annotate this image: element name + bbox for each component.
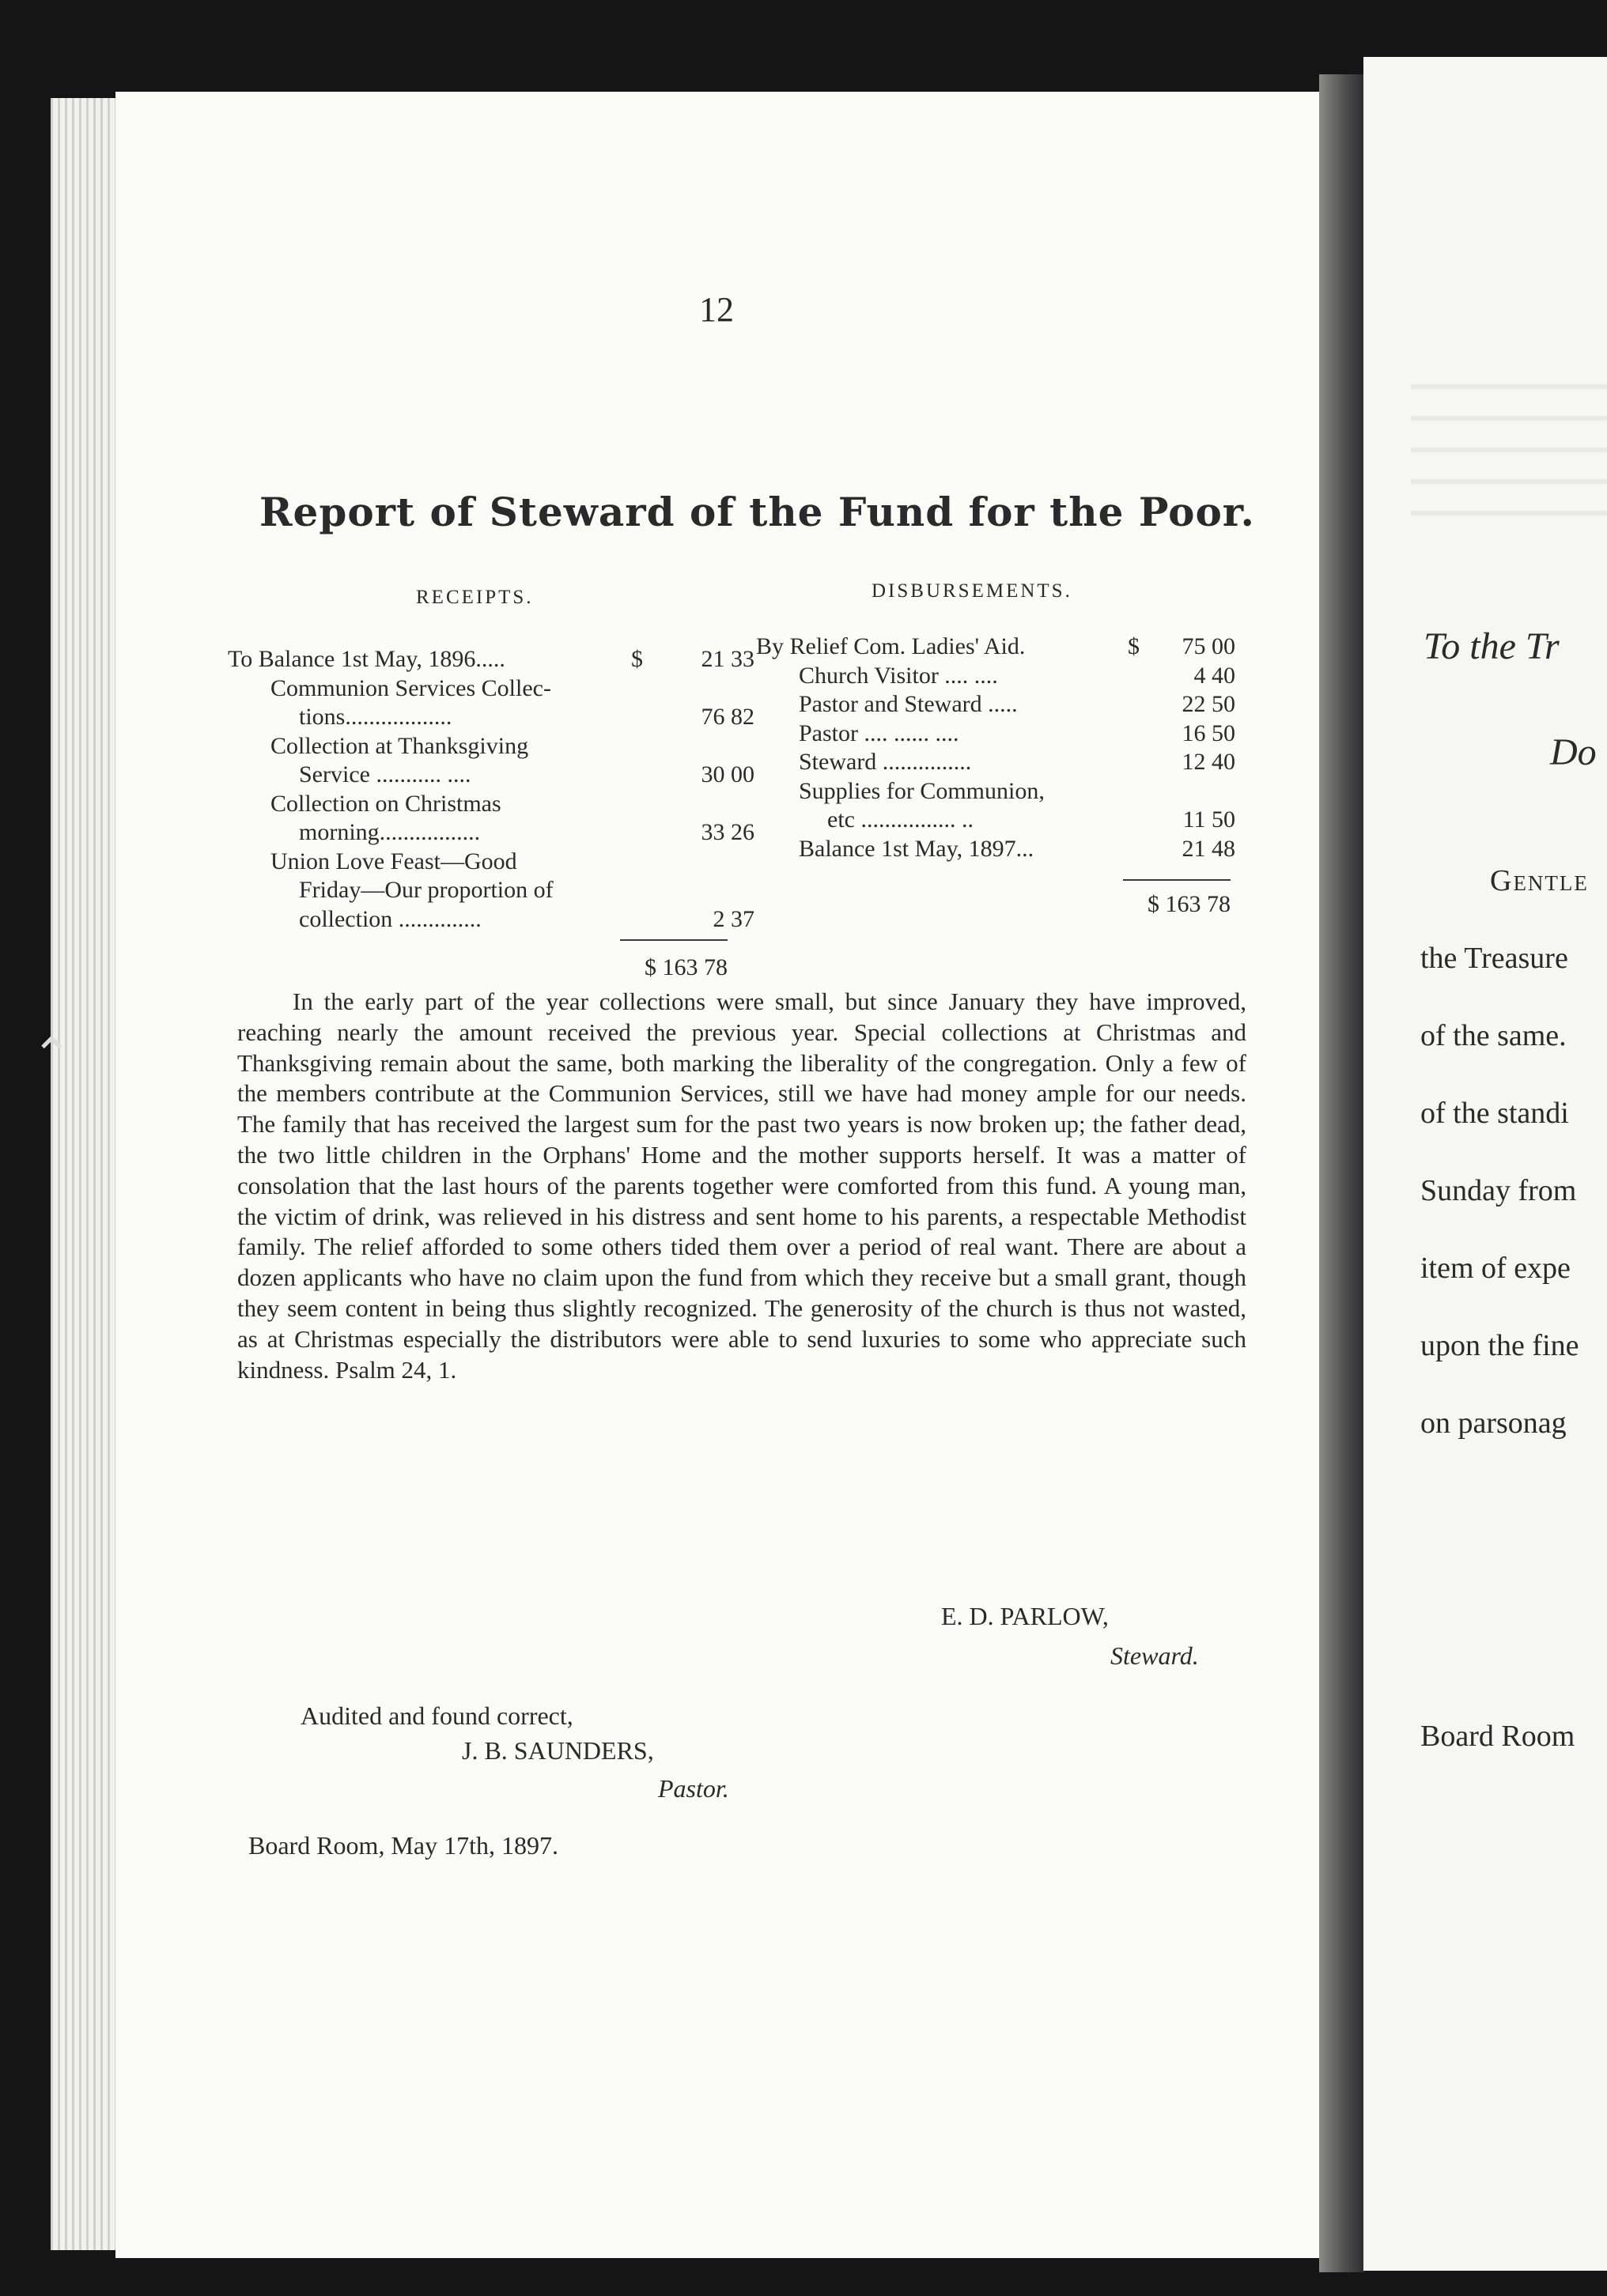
- ledger-amount: 16 50: [1182, 719, 1235, 746]
- ledger-amount: 21 48: [1182, 835, 1235, 862]
- ledger-amount: [660, 876, 754, 905]
- ledger-dollar: $: [631, 646, 643, 672]
- ledger-dollar: [1128, 719, 1156, 749]
- ledger-desc: Communion Services Collec-: [270, 674, 551, 701]
- ledger-amount: 12 40: [1182, 749, 1235, 775]
- disbursements-heading: DISBURSEMENTS.: [872, 580, 1072, 602]
- ledger-row: [756, 719, 1235, 749]
- right-page-line: Sunday from: [1420, 1174, 1577, 1207]
- ledger-row: [756, 806, 1235, 835]
- ledger-desc: Friday—Our proportion of: [299, 877, 554, 903]
- report-title: Report of Steward of the Fund for the Poor.: [259, 489, 1255, 535]
- ledger-desc: Steward ...............: [799, 749, 972, 775]
- ledger-amount: 22 50: [1182, 691, 1235, 717]
- ledger-row: [228, 674, 754, 704]
- ledger-amount: 11 50: [1182, 806, 1235, 833]
- ledger-dollar: [631, 790, 660, 819]
- ledger-desc: To Balance 1st May, 1896.....: [228, 646, 505, 672]
- disbursements-total: $ 163 78: [1148, 891, 1231, 917]
- ledger-amount: [1156, 777, 1235, 806]
- ledger-row: [228, 790, 754, 819]
- right-page-line: of the standi: [1420, 1097, 1569, 1130]
- ledger-amount: 30 00: [701, 761, 754, 787]
- ledger-desc: Pastor and Steward .....: [799, 691, 1018, 717]
- ledger-amount: 76 82: [701, 704, 754, 730]
- ledger-row: [228, 905, 754, 935]
- ledger-desc: Union Love Feast—Good: [270, 848, 517, 874]
- ledger-amount: [660, 732, 754, 761]
- receipts-total-rule: [620, 939, 728, 941]
- ledger-dollar: [631, 703, 660, 732]
- ledger-desc: Service ........... ....: [299, 761, 471, 787]
- ledger-row: [228, 761, 754, 790]
- ledger-dollar: [631, 761, 660, 790]
- ledger-dollar: [1128, 835, 1156, 864]
- ledger-amount: 21 33: [701, 646, 754, 672]
- ledger-row: [756, 748, 1235, 777]
- place-date: Board Room, May 17th, 1897.: [248, 1831, 558, 1860]
- ledger-dollar: [1128, 806, 1156, 835]
- ledger-dollar: [631, 818, 660, 848]
- ledger-desc: Church Visitor .... ....: [799, 662, 998, 689]
- ledger-row: [756, 777, 1235, 806]
- ledger-dollar: [631, 848, 660, 877]
- ledger-dollar: [1128, 690, 1156, 719]
- page-number: 12: [699, 290, 734, 329]
- ledger-desc: tions..................: [299, 704, 452, 730]
- ledger-amount: 33 26: [701, 819, 754, 845]
- steward-name: E. D. PARLOW,: [941, 1602, 1109, 1630]
- pastor-role: Pastor.: [658, 1774, 729, 1803]
- ledger-desc: Collection at Thanksgiving: [270, 732, 529, 759]
- receipts-ledger: [228, 645, 754, 934]
- ledger-amount: 75 00: [1182, 633, 1235, 659]
- ledger-row: [228, 876, 754, 905]
- right-page-line: item of expe: [1420, 1252, 1571, 1285]
- ledger-desc: By Relief Com. Ladies' Aid.: [756, 633, 1026, 659]
- ledger-dollar: [631, 732, 660, 761]
- right-page-line: on parsonag: [1420, 1407, 1567, 1440]
- ledger-row: [228, 732, 754, 761]
- ledger-dollar: [631, 674, 660, 704]
- disbursements-total-rule: [1123, 879, 1231, 881]
- ledger-row: [228, 848, 754, 877]
- bleed-through-shadow: [1411, 357, 1607, 515]
- ledger-dollar: [631, 905, 660, 935]
- right-page-heading-line1: To the Tr: [1424, 625, 1560, 667]
- book-page-edges: [51, 98, 117, 2250]
- ledger-desc: Pastor .... ...... ....: [799, 719, 959, 746]
- ledger-dollar: [631, 876, 660, 905]
- scan-smudge-icon: ⌃: [32, 1029, 72, 1082]
- ledger-desc: etc ................ ..: [827, 806, 974, 833]
- disbursements-ledger: [756, 633, 1235, 863]
- steward-role: Steward.: [1110, 1641, 1199, 1670]
- ledger-row: [228, 645, 754, 674]
- ledger-desc: collection ..............: [299, 905, 482, 932]
- ledger-desc: Collection on Christmas: [270, 790, 501, 817]
- ledger-desc: Supplies for Communion,: [799, 777, 1045, 804]
- ledger-dollar: [1128, 662, 1156, 691]
- right-page-heading-line2: Do: [1550, 731, 1597, 773]
- ledger-amount: 4 40: [1193, 662, 1235, 689]
- ledger-amount: [660, 790, 754, 819]
- ledger-row: [756, 835, 1235, 864]
- pastor-name: J. B. SAUNDERS,: [462, 1736, 654, 1765]
- audit-statement: Audited and found correct,: [301, 1701, 573, 1730]
- ledger-row: [756, 690, 1235, 719]
- receipts-heading: RECEIPTS.: [416, 587, 534, 608]
- ledger-desc: Balance 1st May, 1897...: [799, 835, 1034, 862]
- ledger-row: [228, 818, 754, 848]
- receipts-total: $ 163 78: [645, 954, 728, 980]
- ledger-dollar: [1128, 748, 1156, 777]
- right-page-line: the Treasure: [1420, 942, 1568, 975]
- right-page-footer: Board Room: [1420, 1720, 1575, 1753]
- book-gutter: [1319, 74, 1365, 2272]
- right-page-salutation: Gentle: [1490, 864, 1589, 897]
- right-page-line: of the same.: [1420, 1019, 1567, 1052]
- ledger-row: [756, 662, 1235, 691]
- ledger-amount: [660, 848, 754, 877]
- ledger-amount: [660, 674, 754, 704]
- ledger-row: [756, 633, 1235, 662]
- ledger-row: [228, 703, 754, 732]
- right-page: [1363, 57, 1607, 2271]
- ledger-desc: morning.................: [299, 819, 481, 845]
- report-body-paragraph: In the early part of the year collections were small, but since January they have improved, reaching nearly the amount received the previous year. Special collections at Christmas and Thanksgiving remain about the same, both marking the liberality of the congregation. Only a few of the members contribute at the Communion Services, still we have had money ample for our needs. The family that has received the largest sum for the past two years is now broken up; the father dead, the two little children in the Orphans' Home and the mother supports herself. It was a matter of consolation that the last hours of the parents together were comforted from this fund. A young man, the victim of drink, was relieved in his distress and sent home to his parents, a respectable Methodist family. The relief afforded to some others tided them over a period of real want. There are about a dozen applicants who have no claim upon the fund from which they receive but a small grant, though they seem content in being thus slightly recognized. The generosity of the church is thus not wasted, as at Christmas especially the distributors were able to send luxuries to some who appreciate such kindness. Psalm 24, 1.: [237, 988, 1246, 1384]
- ledger-amount: 2 37: [713, 905, 754, 932]
- ledger-dollar: $: [1128, 633, 1140, 659]
- ledger-dollar: [1128, 777, 1156, 806]
- right-page-line: upon the fine: [1420, 1329, 1579, 1362]
